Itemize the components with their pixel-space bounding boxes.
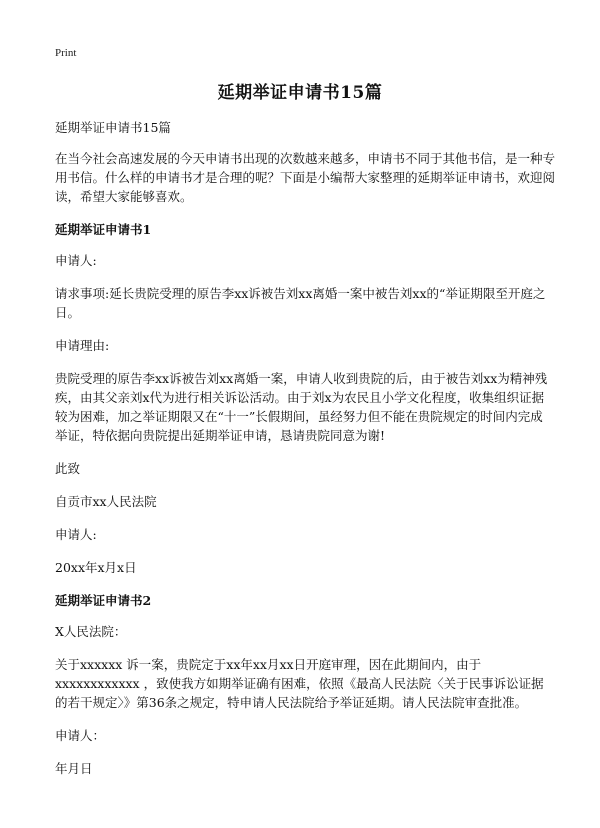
intro-paragraph: 在当今社会高速发展的今天申请书出现的次数越来越多，申请书不同于其他书信，是一种专用书信。什么样的申请书才是合理的呢？下面是小编帮大家整理的延期举证申请书，欢迎阅读，希望大家能够喜欢。 [55,151,556,204]
applicant-label: 申请人: [55,253,97,268]
applicant-signature-label: 申请人: [55,527,97,542]
reason-label: 申请理由: [55,338,110,353]
addressee: X人民法院： [55,624,127,639]
reason-paragraph: 贵院受理的原告李xx诉被告刘xx离婚一案，申请人收到贵院的后，由于被告刘xx为精神残疾，由其父亲刘x代为进行相关诉讼活动。由于刘x为农民且小学文化程度，收集组织证据较为困难，加之举证期限又在“十一”长假期间，虽经努力但不能在贵院规定的时间内完成举证，特依据向贵院提出延期举证申请，恳请贵院同意为谢! [55,371,548,443]
salutation: 此致 [55,461,81,476]
section-heading-1: 延期举证申请书1 [55,222,152,237]
date-line: 20xx年x月x日 [55,560,137,575]
request-paragraph: 请求事项:延长贵院受理的原告李xx诉被告刘xx离婚一案中被告刘xx的“举证期限至开庭之日。 [55,286,546,320]
document-body [55,118,555,792]
body-paragraph: 关于xxxxxx 诉一案，贵院定于xx年xx月xx日开庭审理，因在此期间内，由于xxxxxxxxxxxx ，致使我方如期举证确有困难，依照《最高人民法院〈关于民事诉讼证据的若干规定〉》第36条之规定，特申请人民法院给予举证延期。请人民法院审查批准。 [55,657,544,710]
court-name: 自贡市xx人民法院 [55,494,157,509]
page-title: 延期举证申请书15篇 [217,83,383,103]
print-link[interactable]: Print [55,47,77,59]
section-heading-2: 延期举证申请书2 [55,593,152,608]
date-line-2: 年月日 [55,761,93,776]
applicant-label-2: 申请人： [55,728,106,743]
document-subtitle: 延期举证申请书15篇 [55,120,171,135]
